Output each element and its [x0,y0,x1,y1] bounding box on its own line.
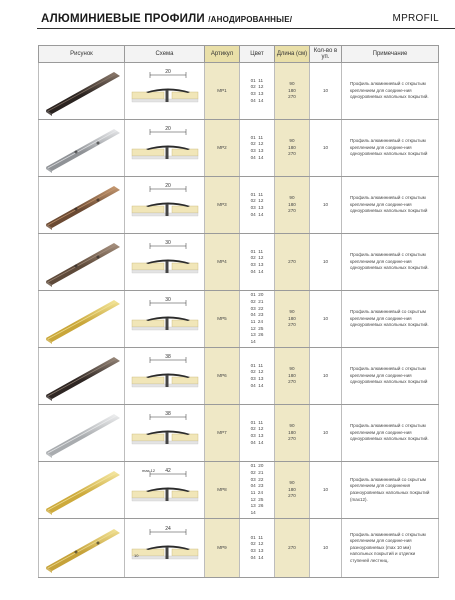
profile-photo [42,351,122,401]
color-codes: 01 11 02 12 03 13 04 14 [250,534,264,560]
qty-cell: 10 [310,519,342,578]
table-row [39,177,439,234]
profile-scheme [128,180,202,230]
article-cell: MP4 [205,234,240,291]
title-divider [37,28,455,29]
qty-cell: 10 [310,63,342,120]
qty-cell: 10 [310,348,342,405]
qty-cell: 10 [310,291,342,348]
col-color: Цвет [240,46,275,63]
article-cell: MP9 [205,519,240,578]
scheme-height-label: 10 [133,553,138,558]
color-codes: 01 11 02 12 03 13 04 14 [250,362,264,388]
profile-scheme [128,408,202,458]
length-values: 90 180 270 [288,309,296,328]
length-values: 270 [288,258,296,264]
profile-photo [42,523,122,573]
color-codes: 01 11 02 12 03 13 04 14 [250,191,264,217]
profile-photo [42,408,122,458]
profile-photo [42,123,122,173]
profiles-table [38,45,439,578]
length-values: 90 180 270 [288,195,296,214]
color-cell [240,234,275,291]
length-cell [275,234,310,291]
profile-photo [42,180,122,230]
length-values: 90 180 270 [288,366,296,385]
qty-cell: 10 [310,177,342,234]
qty-cell: 10 [310,120,342,177]
table-row [39,348,439,405]
length-values: 90 180 270 [288,138,296,157]
article-cell: MP8 [205,462,240,519]
profile-scheme-cell [125,63,205,120]
length-cell [275,519,310,578]
profile-photo [42,465,122,515]
col-scheme: Схема [125,46,205,63]
color-cell [240,291,275,348]
profile-scheme [128,66,202,116]
page-title: АЛЮМИНИЕВЫЕ ПРОФИЛИ /АНОДИРОВАННЫЕ/ [41,13,293,25]
scheme-width-label: 20 [164,69,171,75]
profile-scheme-cell [125,519,205,578]
table-row [39,405,439,462]
note-cell: Профиль алюминиевый со скрытым креплением для соедине-ния одноуровневых напольных покрытий. [342,291,439,348]
profile-photo [42,237,122,287]
article-cell: MP1 [205,63,240,120]
col-picture: Рисунок [39,46,125,63]
profile-scheme-cell [125,177,205,234]
profile-photo-cell [39,405,125,462]
profile-scheme-cell [125,348,205,405]
article-cell: MP3 [205,177,240,234]
profile-scheme [128,523,202,573]
color-cell [240,519,275,578]
note-cell: Профиль алюминиевый с открытым креплением для соедине-ния одноуровневых напольных покрытий [342,348,439,405]
article-cell: MP6 [205,348,240,405]
color-codes: 01 20 02 21 03 22 04 23 11 24 12 25 13 26 14 [250,292,264,344]
profile-scheme [128,237,202,287]
color-cell [240,405,275,462]
profile-photo-cell [39,177,125,234]
profile-photo-cell [39,462,125,519]
color-codes: 01 11 02 12 03 13 04 14 [250,419,264,445]
profile-photo-cell [39,291,125,348]
profile-photo-cell [39,120,125,177]
table-row [39,291,439,348]
table-row [39,63,439,120]
article-cell: MP2 [205,120,240,177]
table-header-row [39,46,439,63]
color-cell [240,177,275,234]
length-values: 90 180 270 [288,480,296,499]
scheme-max-label: max 12 [141,468,155,473]
qty-cell: 10 [310,462,342,519]
note-cell: Профиль алюминиевый с открытым креплением для соедине-ния одноуровневых напольных покрытий. [342,234,439,291]
note-cell: Профиль алюминиевый с открытым креплением для соедине-ния одноуровневых напольных покрытий [342,120,439,177]
table-row [39,120,439,177]
note-cell: Профиль алюминиевый со скрытым креплением для соединения разноуровневых напольных покрытий (max12). [342,462,439,519]
color-codes: 01 11 02 12 03 13 04 14 [250,248,264,274]
profile-scheme [128,351,202,401]
color-codes: 01 20 02 21 03 22 04 23 11 24 12 25 13 26 14 [250,463,264,515]
length-cell [275,462,310,519]
scheme-width-label: 30 [164,297,171,303]
note-cell: Профиль алюминиевый с открытым креплением для соедине-ния одноуровневых напольных покрытий [342,177,439,234]
length-values: 90 180 270 [288,81,296,100]
brand-logo: MPROFIL [392,13,439,24]
article-cell: MP7 [205,405,240,462]
profile-scheme-cell [125,291,205,348]
color-cell [240,462,275,519]
col-article: Артикул [205,46,240,63]
scheme-width-label: 42 [164,468,171,474]
scheme-width-label: 24 [164,526,171,532]
note-cell: Профиль алюминиевый с открытым креплением для соедине-ния одноуровневых напольных покрытий. [342,405,439,462]
scheme-width-label: 38 [164,354,171,360]
profile-photo-cell [39,348,125,405]
table-row [39,519,439,578]
profile-photo [42,294,122,344]
profile-scheme [128,294,202,344]
color-cell [240,348,275,405]
length-values: 90 180 270 [288,423,296,442]
color-cell [240,63,275,120]
profile-photo-cell [39,519,125,578]
scheme-width-label: 30 [164,240,171,246]
scheme-width-label: 20 [164,126,171,132]
length-values: 270 [288,544,296,550]
length-cell [275,120,310,177]
profile-scheme-cell [125,234,205,291]
note-cell: Профиль алюминиевый с открытым креплением для соедине-ния одноуровневых напольных покрытий. [342,63,439,120]
length-cell [275,348,310,405]
article-cell: MP5 [205,291,240,348]
qty-cell: 10 [310,234,342,291]
profile-scheme-cell [125,462,205,519]
profile-scheme-cell [125,120,205,177]
color-codes: 01 11 02 12 03 13 04 14 [250,134,264,160]
col-note: Примечание [342,46,439,63]
col-length: Длина (см) [275,46,310,63]
table-row [39,462,439,519]
length-cell [275,291,310,348]
profile-scheme [128,465,202,515]
color-cell [240,120,275,177]
col-qty: Кол-во в уп. [310,46,342,63]
profile-photo-cell [39,63,125,120]
color-codes: 01 11 02 12 03 13 04 14 [250,77,264,103]
length-cell [275,405,310,462]
profile-photo [42,66,122,116]
table-row [39,234,439,291]
profile-scheme-cell [125,405,205,462]
length-cell [275,177,310,234]
profile-scheme [128,123,202,173]
profile-photo-cell [39,234,125,291]
length-cell [275,63,310,120]
note-cell: Профиль алюминиевый с открытым креплением для соедине-ния разноуровневых (max 10 мм) напольных покрытий и отделки ступеней лестниц. [342,519,439,578]
qty-cell: 10 [310,405,342,462]
scheme-width-label: 20 [164,183,171,189]
scheme-width-label: 38 [164,411,171,417]
